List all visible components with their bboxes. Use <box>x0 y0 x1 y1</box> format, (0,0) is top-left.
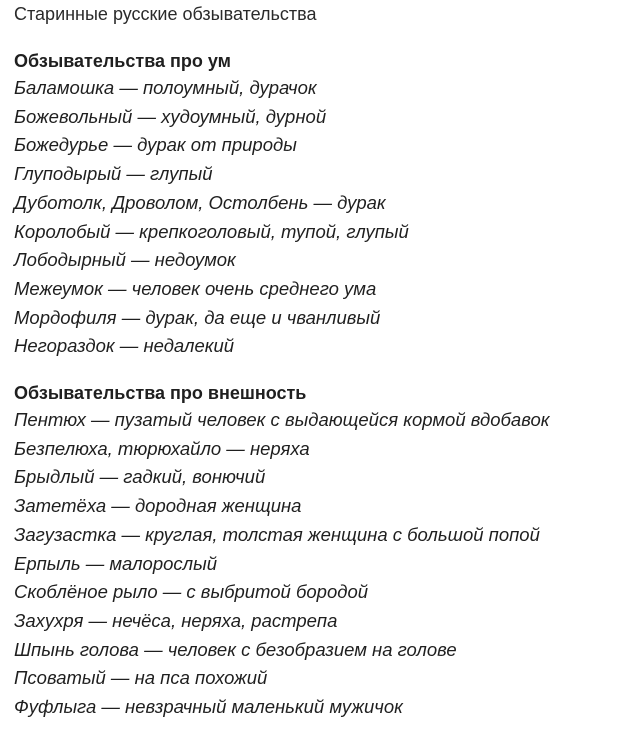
entry: Мордофиля — дурак, да еще и чванливый <box>14 306 381 328</box>
entry: Шпынь голова — человек с безобразием на голове <box>14 638 457 660</box>
entry: Захухря — нечёса, неряха, растрепа <box>14 609 338 631</box>
entry: Безпелюха, тюрюхайло — неряха <box>14 437 310 459</box>
entry: Загузастка — круглая, толстая женщина с большой попой <box>14 523 540 545</box>
entry: Брыдлый — гадкий, вонючий <box>14 466 266 488</box>
entry: Скоблёное рыло — с выбритой бородой <box>14 581 369 603</box>
entry-list-appearance <box>14 406 614 722</box>
entry: Ерпыль — малорослый <box>14 552 218 574</box>
section-heading-appearance: Обзывательства про внешность <box>14 383 307 404</box>
page-title: Старинные русские обзывательства <box>14 4 317 24</box>
entry: Межеумок — человек очень среднего ума <box>14 277 377 299</box>
section-appearance <box>14 361 614 722</box>
document <box>14 0 614 722</box>
entry: Божедурье — дурак от природы <box>14 134 297 156</box>
section-mind <box>14 25 614 361</box>
entry: Баламошка — полоумный, дурачок <box>14 77 317 98</box>
entry: Дуботолк, Дроволом, Остолбень — дурак <box>14 191 386 213</box>
entry-list-mind <box>14 74 614 361</box>
entry: Псоватый — на пса похожий <box>14 667 268 689</box>
entry: Негораздок — недалекий <box>14 335 235 357</box>
entry: Королобый — крепкоголовый, тупой, глупый <box>14 220 409 242</box>
entry: Глуподырый — глупый <box>14 163 213 185</box>
entry: Божевольный — худоумный, дурной <box>14 105 327 127</box>
entry: Лободырный — недоумок <box>14 249 236 271</box>
entry: Фуфлыга — невзрачный маленький мужичок <box>14 696 403 718</box>
entry: Затетёха — дородная женщина <box>14 495 302 517</box>
section-heading-mind: Обзывательства про ум <box>14 51 231 71</box>
entry: Пентюх — пузатый человек с выдающейся кормой вдобавок <box>14 409 550 431</box>
